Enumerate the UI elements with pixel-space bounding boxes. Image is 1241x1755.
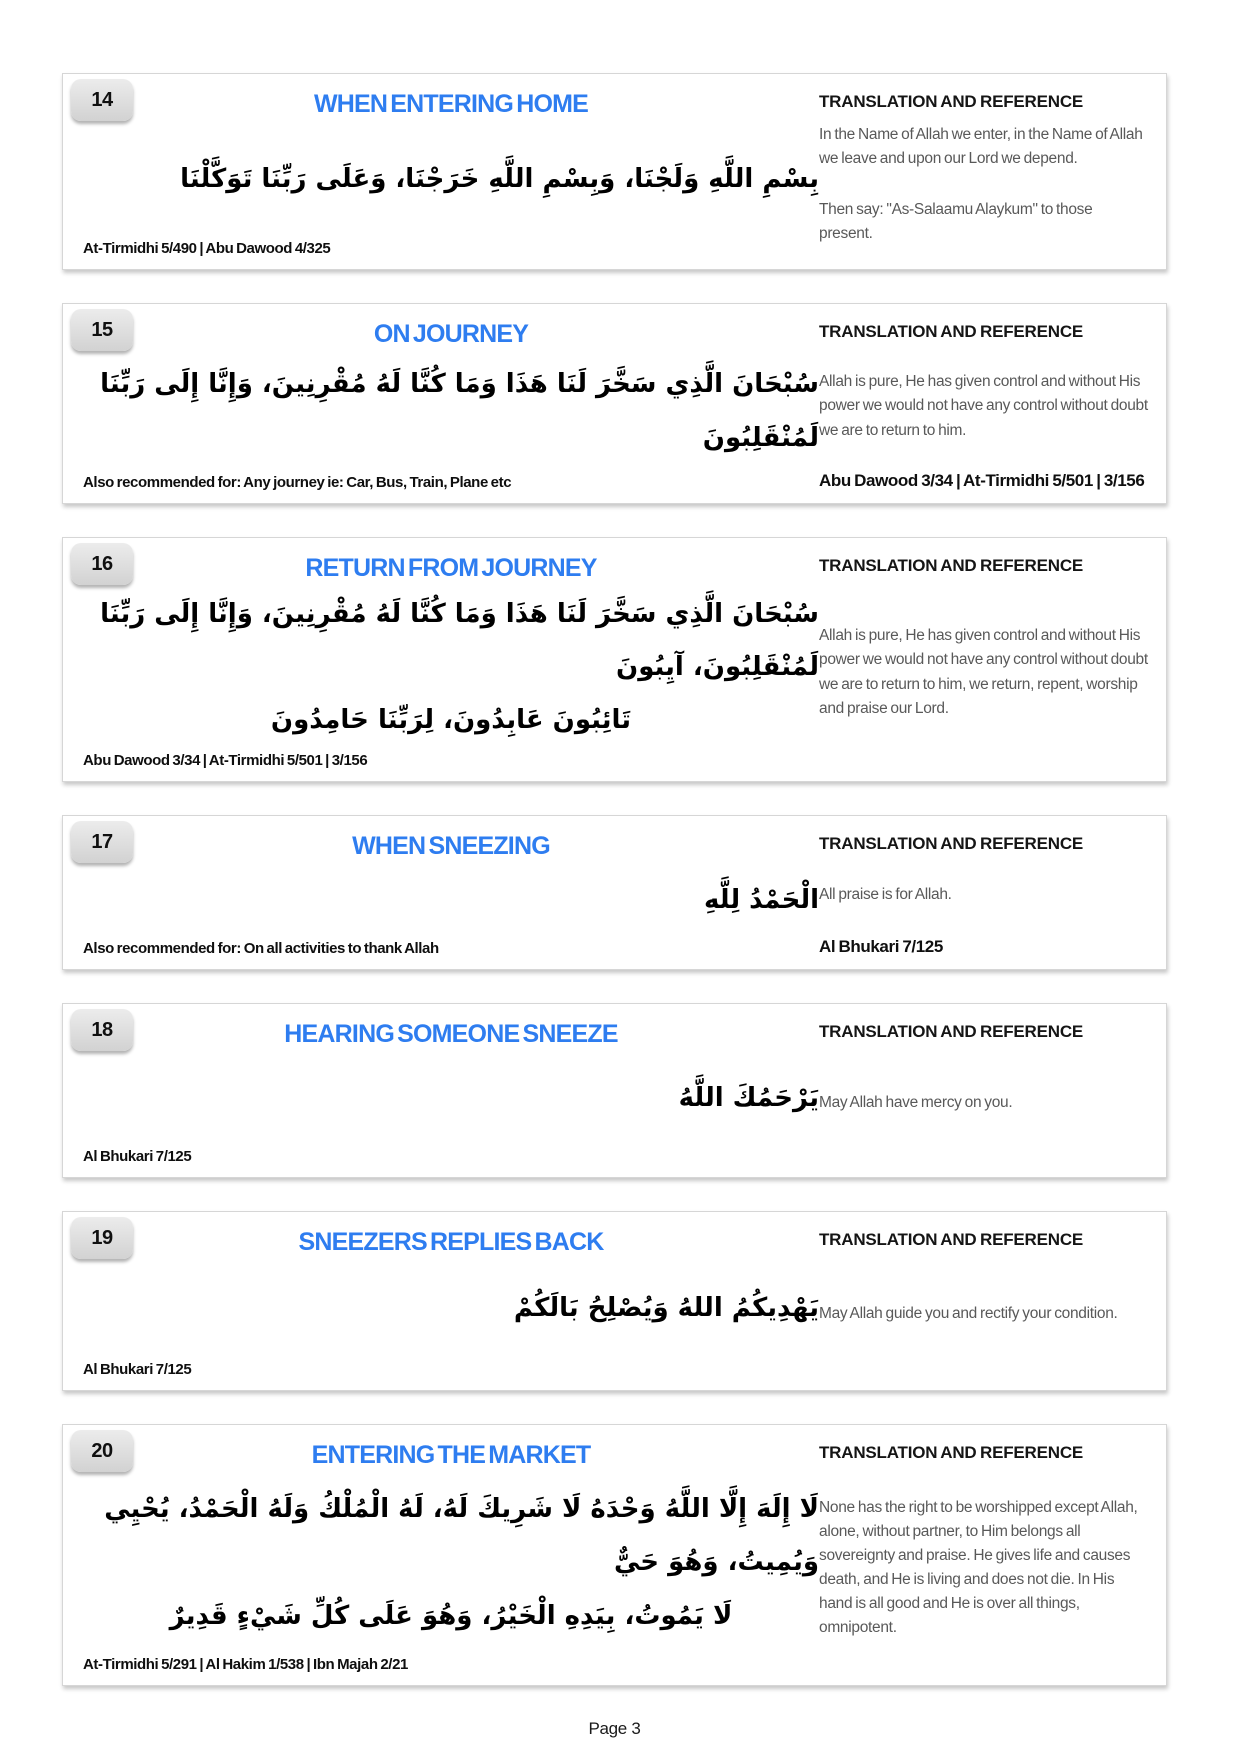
dua-title: SNEEZERS REPLIES BACK [298,1228,604,1256]
dua-number-badge: 19 [71,1217,133,1259]
arabic-text: الْحَمْدُ لِلَّهِ [703,884,819,915]
dua-card [62,1211,1167,1391]
dua-card [62,1003,1167,1178]
recommendation-text: Also recommended for: On all activities to thank Allah [83,940,439,957]
dua-main-column [63,1212,819,1390]
arabic-text-block [83,349,819,474]
translation-header: TRANSLATION AND REFERENCE [819,1230,1084,1249]
arabic-text-block [83,1257,819,1361]
translation-text: May Allah guide you and rectify your condition. [819,1304,1118,1322]
dua-card [62,815,1167,970]
dua-title: HEARING SOMEONE SNEEZE [284,1020,618,1048]
translation-column [819,74,1166,269]
translation-body [819,1463,1149,1673]
arabic-text-block [83,1049,819,1148]
arabic-text: سُبْحَانَ الَّذِي سَخَّرَ لَنَا هَذَا وَمَا كُنَّا لَهُ مُقْرِنِينَ، وَإِنَّا إِلَى رَبِّنَا لَمُنْقَلِبُونَ، آيِبُونَ [100,598,819,682]
dua-number-badge: 14 [71,79,133,121]
translation-header: TRANSLATION AND REFERENCE [819,556,1084,575]
arabic-text-block [83,861,819,940]
dua-card [62,303,1167,504]
dua-main-column [63,74,819,269]
dua-card [62,1424,1167,1686]
arabic-text: تَائِبُونَ عَابِدُونَ، لِرَبِّنَا حَامِدُونَ [270,705,632,736]
dua-card [62,73,1167,270]
page-number: Page 3 [588,1719,641,1738]
arabic-text: لَا إِلَهَ إِلَّا اللَّهُ وَحْدَهُ لَا شَرِيكَ لَهُ، لَهُ الْمُلْكُ وَلَهُ الْحَمْدُ، يُحْيِي وَيُمِيتُ، وَهُوَ حَيٌّ [104,1494,819,1578]
translation-text: All praise is for Allah. [819,886,952,904]
reference-text: Al Bhukari 7/125 [819,937,943,956]
dua-number-badge: 18 [71,1009,133,1051]
dua-number-badge: 16 [71,543,133,585]
translation-body [819,854,1149,937]
arabic-text: سُبْحَانَ الَّذِي سَخَّرَ لَنَا هَذَا وَمَا كُنَّا لَهُ مُقْرِنِينَ، وَإِنَّا إِلَى رَبِّنَا لَمُنْقَلِبُونَ [100,369,819,453]
translation-body [819,1250,1149,1378]
translation-column [819,1425,1166,1685]
translation-column [819,1004,1166,1177]
translation-text: Allah is pure, He has given control and without His power we would not have any control without doubt we are to return to him. [819,373,1148,439]
dua-main-column [63,304,819,503]
translation-note: Then say: "As-Salaamu Alaykum" to those present. [819,200,1093,242]
dua-card [62,537,1167,782]
translation-header: TRANSLATION AND REFERENCE [819,322,1084,341]
arabic-text-block [83,583,819,752]
dua-main-column [63,1004,819,1177]
arabic-text: يَرْحَمُكَ اللَّهُ [678,1082,819,1113]
dua-title: RETURN FROM JOURNEY [305,554,597,582]
translation-column [819,816,1166,969]
translation-header: TRANSLATION AND REFERENCE [819,92,1084,111]
dua-title: ENTERING THE MARKET [311,1441,591,1469]
translation-body [819,1042,1149,1165]
reference-text: Al Bhukari 7/125 [83,1361,192,1378]
reference-text: Al Bhukari 7/125 [83,1148,192,1165]
translation-text: None has the right to be worshipped except Allah, alone, without partner, to Him belongs all sovereignty and praise. He gives life and causes death, and He is living and does not die. In His hand is all good and He is over all things, omnipotent. [819,1498,1138,1637]
translation-text: In the Name of Allah we enter, in the Name of Allah we leave and upon our Lord we depend. [819,126,1143,168]
arabic-text-block [83,119,819,240]
reference-text: At-Tirmidhi 5/490 | Abu Dawood 4/325 [83,240,331,257]
dua-main-column [63,816,819,969]
translation-body [819,576,1149,769]
translation-text: May Allah have mercy on you. [819,1094,1013,1112]
dua-number-badge: 17 [71,821,133,863]
reference-text: Abu Dawood 3/34 | At-Tirmidhi 5/501 | 3/156 [83,752,368,769]
reference-text: Abu Dawood 3/34 | At-Tirmidhi 5/501 | 3/156 [819,471,1145,490]
arabic-text: لَا يَمُوتُ، بِيَدِهِ الْخَيْرُ، وَهُوَ عَلَى كُلِّ شَيْءٍ قَدِيرٌ [169,1600,733,1631]
translation-column [819,538,1166,781]
dua-title: ON JOURNEY [373,320,529,348]
translation-text: Allah is pure, He has given control and without His power we would not have any control without doubt we are to return to him, we return, repent, worship and praise our Lord. [819,627,1148,717]
translation-column [819,1212,1166,1390]
recommendation-text: Also recommended for: Any journey ie: Car, Bus, Train, Plane etc [83,474,512,491]
translation-header: TRANSLATION AND REFERENCE [819,834,1084,853]
translation-header: TRANSLATION AND REFERENCE [819,1022,1084,1041]
translation-header: TRANSLATION AND REFERENCE [819,1443,1084,1462]
translation-body [819,342,1149,471]
dua-number-badge: 15 [71,309,133,351]
translation-body [819,112,1149,257]
dua-main-column [63,1425,819,1685]
dua-title: WHEN SNEEZING [352,832,550,860]
reference-text: At-Tirmidhi 5/291 | Al Hakim 1/538 | Ibn Majah 2/21 [83,1656,408,1673]
arabic-text: بِسْمِ اللَّهِ وَلَجْنَا، وَبِسْمِ اللَّهِ خَرَجْنَا، وَعَلَى رَبِّنَا تَوَكَّلْنَا [180,163,819,194]
arabic-text-block [83,1470,819,1656]
dua-main-column [63,538,819,781]
dua-title: WHEN ENTERING HOME [313,90,589,118]
dua-number-badge: 20 [71,1430,133,1472]
translation-column [819,304,1166,503]
arabic-text: يَهْدِيكُمُ اللهُ وَيُصْلِحُ بَالَكُمْ [513,1293,819,1324]
